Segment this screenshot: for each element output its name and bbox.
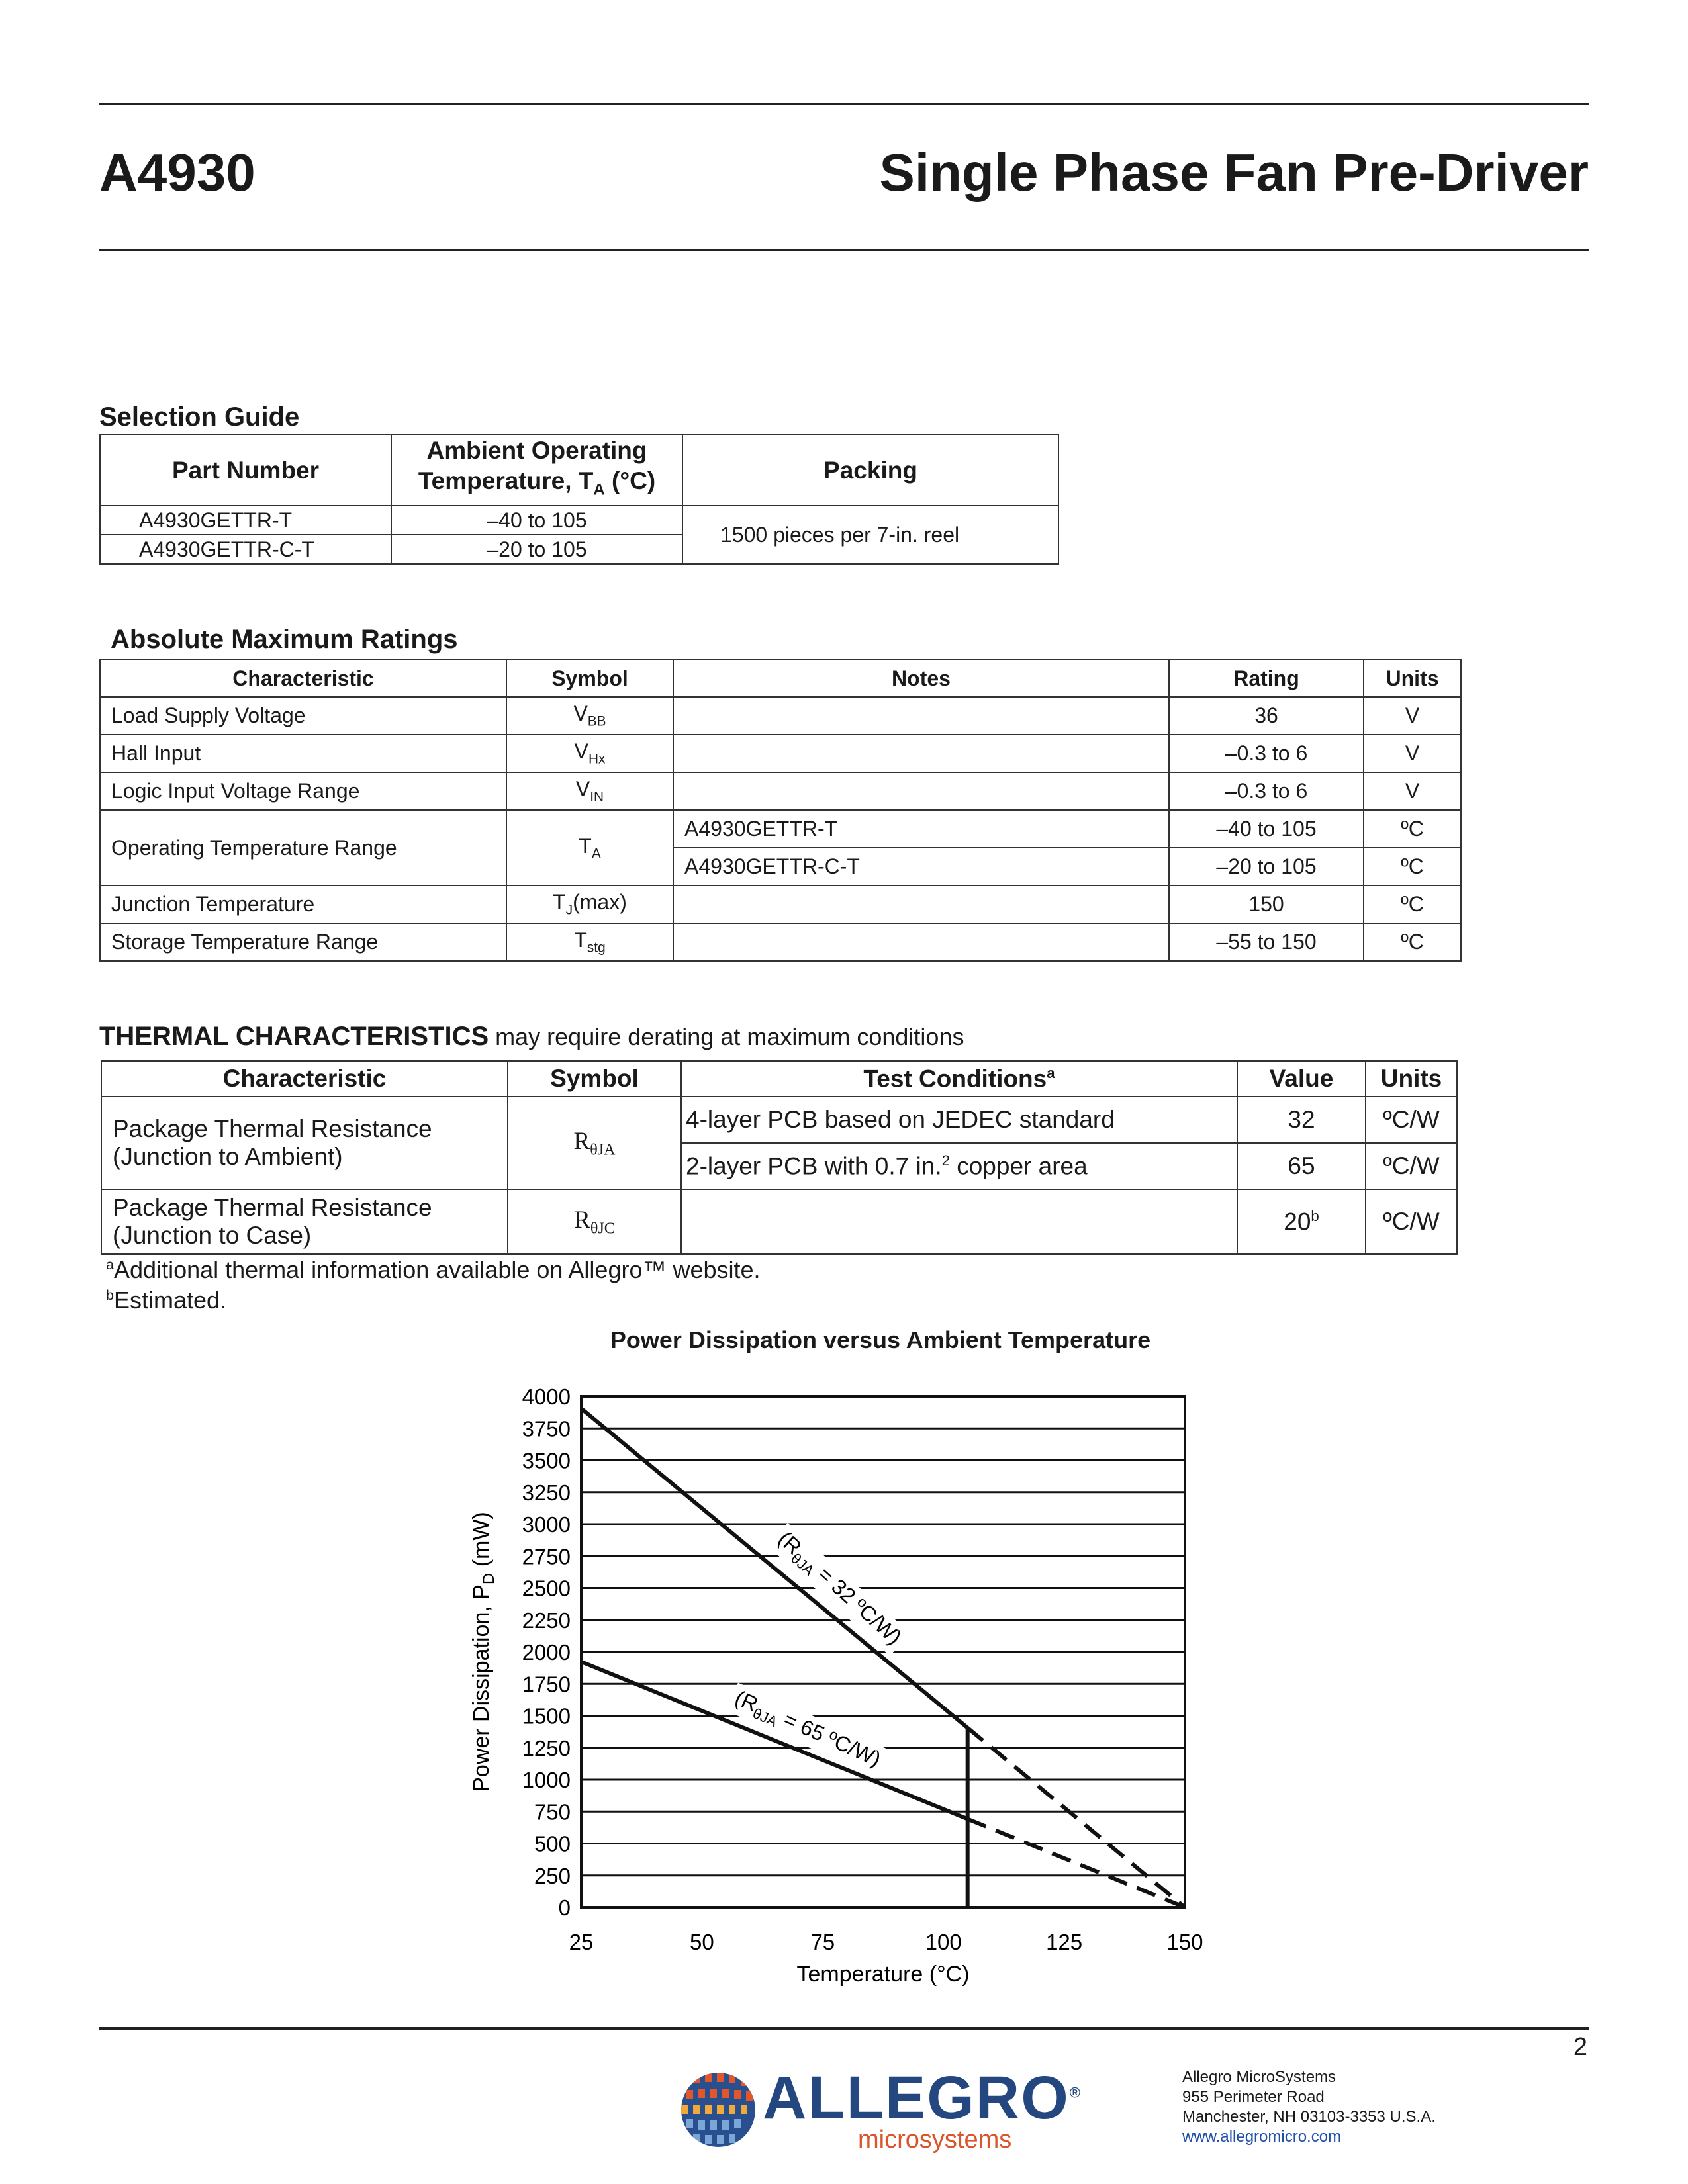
table-row: Load Supply Voltage $V_{BB}$ 36 V (100, 697, 1461, 735)
thermal-table: Characteristic Symbol Test Conditions$^a$ Value Units Package Thermal Resistance (Junction to Ambient) $R_{\theta JA}$ 4-layer PCB based on JEDEC standard 32 ºC/W 2-layer PCB with 0.7 in.$^2$ copper area 65 ºC/W Package Thermal Resistance (Junction to Case) $R_{\theta JC}$ 20$^b$ ºC/W (101, 1060, 1458, 1255)
y-tick-label: 2750 (522, 1544, 571, 1569)
x-tick-labels (569, 1930, 1203, 1954)
x-tick-label: 25 (569, 1930, 594, 1954)
table-row: Operating Temperature Range $T_A$ A4930GETTR-T –40 to 105 ºC (100, 810, 1461, 848)
abs-max-table: Characteristic Symbol Notes Rating Units Load Supply Voltage $V_{BB}$ 36 V Hall Input $V_{Hx}$ –0.3 to 6 V Logic Input Voltage Range $V_{IN}$ –0.3 to 6 V Operating Temperature Range $T_A$ A4930GETTR-T –40 to 105 ºC A4930GETTR-C-T –20 to 105 ºC Junction Temperature $T_J(\max)$ 150 ºC Storage Temperature Range $T_{stg}$ –55 to 150 ºC (99, 659, 1462, 962)
table-row: A4930GETTR-C-T –20 to 105 (100, 535, 1058, 564)
y-tick-labels (522, 1385, 571, 1920)
header-top-rule (99, 103, 1589, 105)
table-row: Junction Temperature $T_J(\max)$ 150 ºC (100, 886, 1461, 923)
footnote-b: $^b$Estimated. (106, 1287, 227, 1314)
x-tick-label: 150 (1166, 1930, 1203, 1954)
y-axis-label: Power Dissipation, $P_D$ (mW) (469, 1512, 498, 1792)
series-label-32: ($R_{\theta JA} = 32$ ºC/W) (773, 1526, 907, 1650)
series-line-solid-1 (581, 1662, 968, 1819)
footer-rule (99, 2027, 1589, 2030)
y-tick-label: 250 (534, 1863, 571, 1888)
y-tick-label: 1000 (522, 1768, 571, 1792)
header-bottom-rule (99, 249, 1589, 251)
document-title: Single Phase Fan Pre-Driver (879, 143, 1589, 202)
selection-guide-table (99, 434, 1059, 565)
chart-series (581, 1408, 1185, 1907)
power-dissipation-chart (0, 1363, 1688, 1999)
col-part-number: Part Number (100, 435, 391, 506)
selection-guide-title: Selection Guide (99, 402, 300, 432)
allegro-wordmark: ALLEGRO® (763, 2064, 1082, 2132)
footnote-a: $^a$Additional thermal information available on Allegro™ website. (106, 1256, 761, 1283)
website-link[interactable]: www.allegromicro.com (1182, 2128, 1342, 2146)
table-row: Hall Input $V_{Hx}$ –0.3 to 6 V (100, 735, 1461, 772)
page-number: 2 (1573, 2033, 1587, 2061)
table-row: Package Thermal Resistance (Junction to Case) $R_{\theta JC}$ 20$^b$ ºC/W (101, 1189, 1457, 1254)
chart-title: Power Dissipation versus Ambient Temperature (610, 1326, 1151, 1353)
col-ambient-temp: Ambient Operating Temperature, $T_A$ (°C) (391, 435, 682, 506)
y-tick-label: 2500 (522, 1576, 571, 1601)
y-tick-label: 0 (558, 1895, 571, 1920)
x-tick-label: 125 (1046, 1930, 1083, 1954)
y-tick-label: 1250 (522, 1735, 571, 1760)
y-tick-label: 3250 (522, 1480, 571, 1505)
y-tick-label: 3500 (522, 1448, 571, 1473)
table-row: Storage Temperature Range $T_{stg}$ –55 to 150 ºC (100, 923, 1461, 961)
allegro-globe-logo (679, 2070, 758, 2150)
table-row: A4930GETTR-T –40 to 105 1500 pieces per 7-in. reel (100, 506, 1058, 535)
allegro-microsystems-text: microsystems (858, 2126, 1012, 2154)
packing-value: 1500 pieces per 7-in. reel (682, 506, 1058, 564)
footer-address: Allegro MicroSystems 955 Perimeter Road Manchester, NH 03103-3353 U.S.A. www.allegromicro.com (1182, 2068, 1436, 2146)
y-tick-label: 2250 (522, 1608, 571, 1633)
thermal-title: THERMAL CHARACTERISTICS may require derating at maximum conditions (99, 1022, 964, 1051)
abs-max-title: Absolute Maximum Ratings (111, 625, 458, 654)
y-tick-label: 1500 (522, 1704, 571, 1729)
y-tick-label: 1750 (522, 1672, 571, 1697)
y-tick-label: 3750 (522, 1416, 571, 1441)
x-tick-label: 75 (810, 1930, 835, 1954)
series-line-solid-0 (581, 1408, 968, 1728)
y-tick-label: 500 (534, 1831, 571, 1856)
series-line-dashed-0 (968, 1728, 1185, 1907)
y-tick-label: 3000 (522, 1512, 571, 1537)
y-tick-label: 750 (534, 1799, 571, 1825)
x-tick-label: 100 (925, 1930, 962, 1954)
part-number-title: A4930 (99, 143, 256, 202)
series-line-dashed-1 (968, 1819, 1185, 1907)
y-tick-label: 2000 (522, 1640, 571, 1664)
series-label-65: ($R_{\theta JA} = 65$ ºC/W) (731, 1685, 885, 1772)
x-axis-label: Temperature (°C) (796, 1962, 970, 1987)
y-tick-label: 4000 (522, 1385, 571, 1409)
col-packing: Packing (682, 435, 1058, 506)
x-tick-label: 50 (690, 1930, 714, 1954)
table-row: Package Thermal Resistance (Junction to Ambient) $R_{\theta JA}$ 4-layer PCB based on JEDEC standard 32 ºC/W (101, 1097, 1457, 1143)
table-row: Logic Input Voltage Range $V_{IN}$ –0.3 to 6 V (100, 772, 1461, 810)
table-row: A4930GETTR-C-T –20 to 105 ºC (100, 848, 1461, 886)
table-row: 2-layer PCB with 0.7 in.$^2$ copper area 65 ºC/W (101, 1143, 1457, 1189)
